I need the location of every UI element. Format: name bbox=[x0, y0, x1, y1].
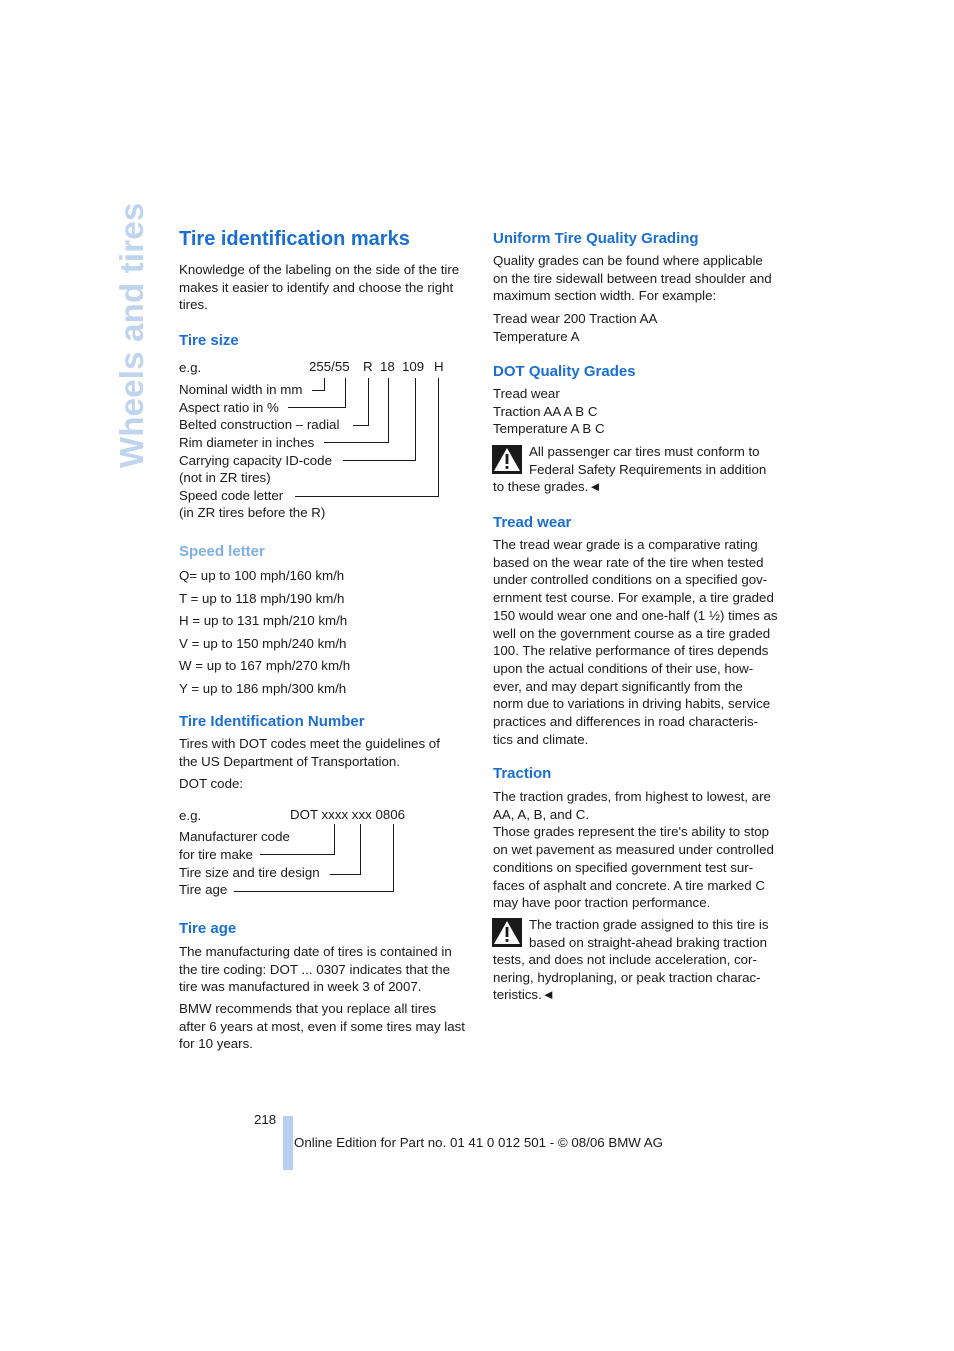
speed-letter-item: Y = up to 186 mph/300 km/h bbox=[179, 680, 347, 696]
dot-code-label: DOT code: bbox=[179, 776, 244, 791]
warning-line: All passenger car tires must conform to bbox=[529, 444, 760, 459]
speed-letter-item: W = up to 167 mph/270 km/h bbox=[179, 658, 351, 673]
tire-age-heading: Tire age bbox=[179, 920, 237, 937]
traction-text bbox=[493, 788, 774, 912]
dot-grades-warning-a bbox=[529, 443, 766, 478]
dot-grade-item: Temperature A B C bbox=[493, 421, 605, 437]
warning-icon bbox=[492, 918, 522, 947]
connector-line bbox=[312, 390, 324, 391]
intro-line: tires. bbox=[179, 297, 208, 313]
label-size-design: Tire size and tire design bbox=[179, 865, 320, 880]
label-speed-note: (in ZR tires before the R) bbox=[179, 505, 326, 520]
tread-wear-text bbox=[493, 536, 778, 748]
utqg-line: maximum section width. For example: bbox=[493, 288, 717, 304]
tin-heading: Tire Identification Number bbox=[179, 713, 365, 730]
dot-grades-list bbox=[493, 385, 605, 438]
label-tire-age: Tire age bbox=[179, 882, 228, 897]
connector-line bbox=[234, 891, 393, 892]
warning-line: Federal Safety Requirements in addition bbox=[529, 461, 767, 477]
warning-line: nering, hydroplaning, or peak traction charac- bbox=[493, 969, 761, 985]
footer-edition: Online Edition for Part no. 01 41 0 012 501 - © 08/06 BMW AG bbox=[294, 1135, 664, 1150]
tread-wear-line: upon the actual conditions of their use, how- bbox=[493, 660, 754, 676]
connector-line bbox=[438, 378, 439, 497]
connector-line bbox=[345, 378, 346, 408]
dot-grades-heading: DOT Quality Grades bbox=[493, 363, 636, 380]
intro-line: Knowledge of the labeling on the side of the tire bbox=[179, 262, 460, 277]
footer-accent-bar bbox=[283, 1116, 293, 1170]
traction-warning-a bbox=[529, 916, 768, 951]
tread-wear-line: tics and climate. bbox=[493, 731, 589, 747]
tin-line: Tires with DOT codes meet the guidelines of bbox=[179, 736, 440, 751]
traction-line: Those grades represent the tire's ability to stop bbox=[493, 824, 770, 840]
tread-wear-heading: Tread wear bbox=[493, 514, 572, 531]
tin-text bbox=[179, 735, 440, 770]
dot-eg-label: e.g. bbox=[179, 808, 202, 823]
label-carrying-capacity: Carrying capacity ID-code bbox=[179, 453, 332, 468]
connector-line bbox=[388, 378, 389, 443]
traction-line: faces of asphalt and concrete. A tire marked C bbox=[493, 877, 765, 893]
label-rim-diameter: Rim diameter in inches bbox=[179, 435, 315, 450]
dot-grade-item: Traction AA A B C bbox=[493, 403, 598, 419]
traction-line: may have poor traction performance. bbox=[493, 895, 711, 911]
utqg-example bbox=[493, 310, 657, 345]
code-rim: 18 bbox=[380, 359, 395, 374]
utqg-example-line: Tread wear 200 Traction AA bbox=[493, 311, 658, 326]
tire-age-line: BMW recommends that you replace all tires bbox=[179, 1001, 437, 1016]
tire-age-line: The manufacturing date of tires is contained in bbox=[179, 944, 452, 959]
tire-age-line: after 6 years at most, even if some tires may last bbox=[179, 1018, 465, 1034]
code-width: 255/55 bbox=[309, 359, 350, 374]
code-radial: R bbox=[363, 359, 373, 374]
label-tire-make: for tire make bbox=[179, 847, 253, 862]
label-belted: Belted construction – radial bbox=[179, 417, 340, 432]
label-aspect-ratio: Aspect ratio in % bbox=[179, 400, 279, 415]
dot-grade-item: Tread wear bbox=[493, 386, 560, 401]
label-carrying-note: (not in ZR tires) bbox=[179, 470, 271, 485]
dot-code-example: DOT xxxx xxx 0806 bbox=[290, 807, 406, 822]
speed-letter-item: Q= up to 100 mph/160 km/h bbox=[179, 568, 345, 583]
connector-line bbox=[360, 824, 361, 875]
traction-warning-b bbox=[493, 951, 761, 1004]
tread-wear-line: practices and differences in road characteris- bbox=[493, 714, 759, 730]
tread-wear-line: 150 would wear one and one-half (1 ½) times as bbox=[493, 607, 778, 623]
tread-wear-line: ernment test course. For example, a tire graded bbox=[493, 590, 774, 606]
warning-line: teristics.◄ bbox=[493, 987, 555, 1003]
tire-age-line: tire was manufactured in week 3 of 2007. bbox=[179, 979, 422, 995]
speed-letter-item: V = up to 150 mph/240 km/h bbox=[179, 635, 347, 651]
page-number: 218 bbox=[254, 1112, 277, 1127]
traction-line: The traction grades, from highest to lowest, are bbox=[493, 789, 771, 804]
warning-icon bbox=[492, 445, 522, 474]
page-title: Tire identification marks bbox=[179, 228, 410, 250]
speed-letter-item: T = up to 118 mph/190 km/h bbox=[179, 590, 345, 606]
traction-line: on wet pavement as measured under controlled bbox=[493, 842, 774, 858]
connector-line bbox=[288, 407, 345, 408]
tire-size-heading: Tire size bbox=[179, 332, 239, 349]
connector-line bbox=[324, 378, 325, 391]
traction-heading: Traction bbox=[493, 765, 552, 782]
tire-age-line: for 10 years. bbox=[179, 1036, 253, 1052]
connector-line bbox=[295, 496, 438, 497]
dot-grades-warning-b: to these grades.◄ bbox=[493, 479, 602, 494]
tread-wear-line: based on the wear rate of the tire when tested bbox=[493, 554, 764, 570]
label-nominal-width: Nominal width in mm bbox=[179, 382, 303, 397]
utqg-line: on the tire sidewall between tread shoulder and bbox=[493, 270, 772, 286]
eg-label: e.g. bbox=[179, 360, 202, 375]
tin-line: the US Department of Transportation. bbox=[179, 753, 400, 769]
utqg-example-line: Temperature A bbox=[493, 328, 580, 344]
code-speed: H bbox=[434, 359, 444, 374]
tread-wear-line: The tread wear grade is a comparative rating bbox=[493, 537, 758, 552]
label-manufacturer-code: Manufacturer code bbox=[179, 829, 290, 844]
warning-line: The traction grade assigned to this tire is bbox=[529, 917, 769, 932]
tread-wear-line: ever, and may depart significantly from the bbox=[493, 678, 743, 694]
utqg-heading: Uniform Tire Quality Grading bbox=[493, 230, 699, 247]
intro-line: makes it easier to identify and choose the right bbox=[179, 279, 454, 295]
tread-wear-line: norm due to variations in driving habits, service bbox=[493, 696, 771, 712]
speed-letter-item: H = up to 131 mph/210 km/h bbox=[179, 613, 348, 628]
intro-text bbox=[179, 261, 459, 314]
label-speed-code: Speed code letter bbox=[179, 488, 284, 503]
traction-line: conditions on specified government test sur- bbox=[493, 859, 754, 875]
connector-line bbox=[368, 378, 369, 426]
tire-age-line: the tire coding: DOT ... 0307 indicates that the bbox=[179, 961, 451, 977]
code-load: 109 bbox=[402, 359, 425, 374]
tread-wear-line: well on the government course as a tire graded bbox=[493, 625, 771, 641]
connector-line bbox=[393, 824, 394, 892]
warning-line: tests, and does not include acceleration, cor- bbox=[493, 952, 757, 967]
warning-line: based on straight-ahead braking traction bbox=[529, 934, 768, 950]
connector-line bbox=[415, 378, 416, 461]
section-tab-label: Wheels and tires bbox=[113, 202, 150, 468]
connector-line bbox=[353, 425, 368, 426]
tread-wear-line: under controlled conditions on a specified gov- bbox=[493, 572, 768, 588]
section-tab bbox=[112, 202, 152, 468]
tire-age-text bbox=[179, 943, 452, 996]
utqg-line: Quality grades can be found where applicable bbox=[493, 253, 763, 268]
utqg-text bbox=[493, 252, 772, 305]
connector-line bbox=[343, 460, 415, 461]
speed-letter-list bbox=[179, 565, 350, 700]
tire-age-recommendation bbox=[179, 1000, 465, 1053]
connector-line bbox=[334, 824, 335, 855]
connector-line bbox=[260, 854, 334, 855]
connector-line bbox=[324, 442, 388, 443]
speed-letter-heading: Speed letter bbox=[179, 543, 265, 560]
connector-line bbox=[330, 874, 360, 875]
traction-line: AA, A, B, and C. bbox=[493, 806, 590, 822]
tread-wear-line: 100. The relative performance of tires depends bbox=[493, 643, 769, 659]
